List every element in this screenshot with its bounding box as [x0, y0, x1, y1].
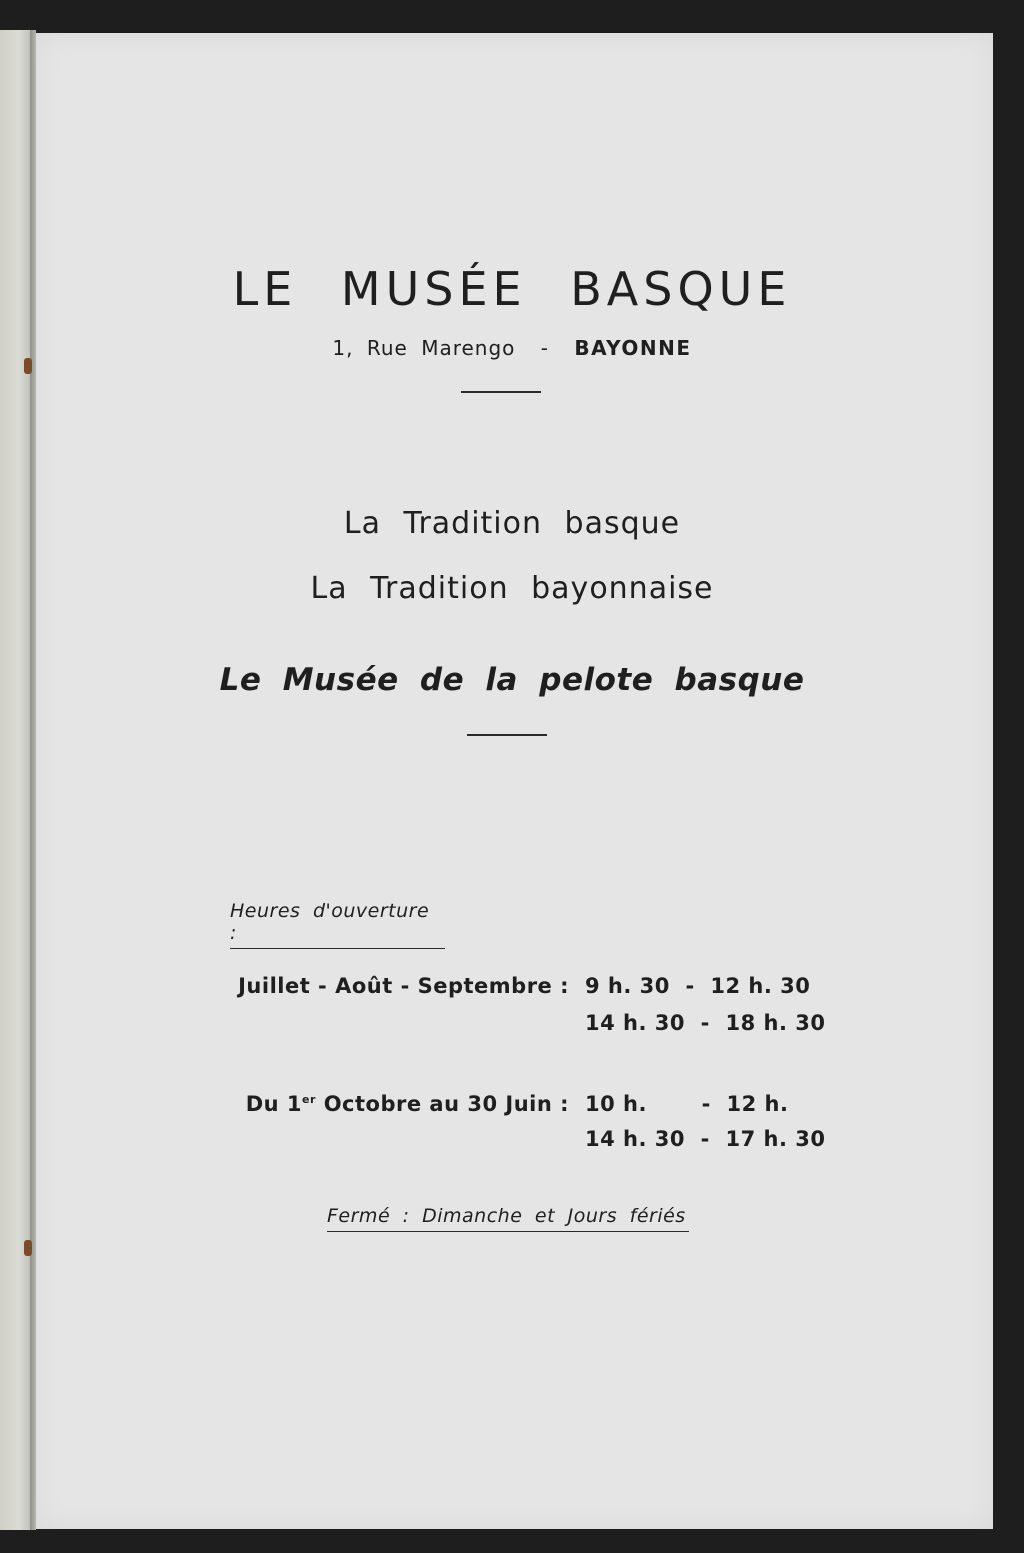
winter-period-suffix: Octobre au 30 Juin : — [315, 1092, 569, 1116]
museum-address — [0, 336, 1024, 360]
winter-period — [246, 1092, 569, 1116]
adjacent-page-edge — [0, 30, 32, 1530]
address-street: 1, Rue Marengo — [332, 336, 516, 360]
section-line-bayonnaise: La Tradition bayonnaise — [310, 571, 714, 606]
section-line-basque: La Tradition basque — [343, 506, 681, 541]
staple-bottom — [24, 1240, 32, 1256]
summer-times-afternoon: 14 h. 30 - 18 h. 30 — [585, 1011, 826, 1035]
staple-top — [24, 358, 32, 374]
closed-days-notice: Fermé : Dimanche et Jours fériés — [327, 1205, 689, 1232]
winter-times-afternoon: 14 h. 30 - 17 h. 30 — [585, 1127, 826, 1151]
address-city: BAYONNE — [574, 336, 692, 360]
section-line-pelote: Le Musée de la pelote basque — [219, 662, 805, 698]
address-separator: - — [540, 336, 549, 360]
divider-rule-top — [461, 391, 541, 393]
museum-title: LE MUSÉE BASQUE — [232, 262, 792, 316]
divider-rule-middle — [467, 734, 547, 736]
document-page — [36, 33, 993, 1529]
winter-period-ordinal: er — [302, 1093, 316, 1106]
winter-period-prefix: Du 1 — [245, 1092, 302, 1116]
summer-times-morning: 9 h. 30 - 12 h. 30 — [585, 974, 811, 998]
summer-period: Juillet - Août - Septembre : — [238, 974, 569, 998]
winter-times-morning: 10 h. - 12 h. — [585, 1092, 789, 1116]
hours-heading: Heures d'ouverture : — [230, 900, 445, 949]
